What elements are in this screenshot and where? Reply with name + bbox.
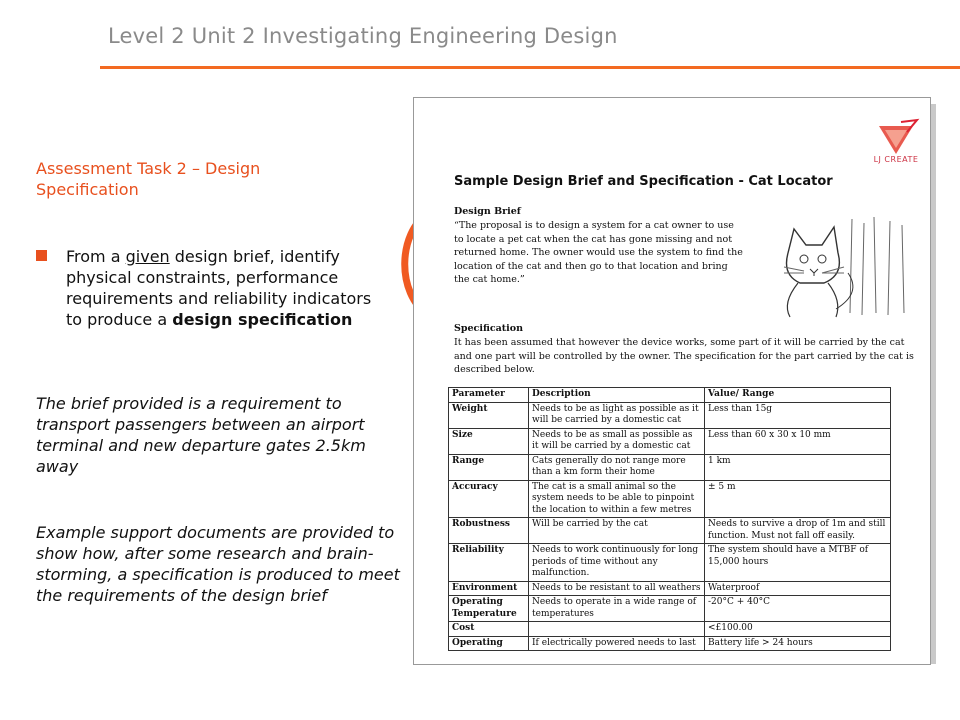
table-cell-param: Size: [449, 428, 529, 454]
lj-create-logo-icon: [871, 118, 921, 158]
table-header-row: [449, 388, 891, 403]
table-cell-desc: Needs to be as light as possible as it will be carried by a domestic cat: [529, 402, 705, 428]
table-cell-value: -20°C + 40°C: [705, 596, 891, 622]
table-cell-param: Reliability: [449, 544, 529, 582]
table-cell-desc: Cats generally do not range more than a km form their home: [529, 454, 705, 480]
table-cell-desc: Needs to work continuously for long periods of time without any malfunction.: [529, 544, 705, 582]
table-cell-desc: [529, 622, 705, 637]
table-cell-value: Less than 15g: [705, 402, 891, 428]
table-row: [449, 544, 891, 582]
brief-heading: Design Brief: [454, 206, 521, 217]
table-cell-param: Robustness: [449, 518, 529, 544]
slide-title: Level 2 Unit 2 Investigating Engineering Design: [108, 24, 618, 48]
brief-paragraph: The brief provided is a requirement to transport passengers between an airport terminal and new departure gates 2.5km away: [36, 394, 366, 476]
table-cell-value: Battery life > 24 hours: [705, 636, 891, 651]
header-description: Description: [529, 388, 705, 403]
table-row: [449, 402, 891, 428]
table-cell-value: Less than 60 x 30 x 10 mm: [705, 428, 891, 454]
table-row: [449, 454, 891, 480]
table-cell-desc: Needs to be resistant to all weathers: [529, 581, 705, 596]
title-rule: [100, 66, 960, 69]
table-cell-value: Needs to survive a drop of 1m and still function. Must not fall off easily.: [705, 518, 891, 544]
table-cell-param: Accuracy: [449, 480, 529, 518]
table-cell-param: Operating Temperature: [449, 596, 529, 622]
table-row: [449, 596, 891, 622]
table-cell-param: Environment: [449, 581, 529, 596]
cat-sketch-icon: [752, 213, 914, 318]
table-row: [449, 480, 891, 518]
table-cell-value: The system should have a MTBF of 15,000 hours: [705, 544, 891, 582]
spec-heading: Specification: [454, 323, 524, 334]
brief-text: “The proposal is to design a system for a cat owner to use to locate a pet cat when the cat has gone missing and not returned home. The owner would use the system to find the location of the cat and then go to that location and bring the cat home.”: [454, 220, 743, 285]
bullet-item: [36, 246, 386, 330]
table-cell-value: <£100.00: [705, 622, 891, 637]
table-row: [449, 622, 891, 637]
logo-text: LJ CREATE: [873, 155, 919, 164]
table-cell-desc: Needs to operate in a wide range of temperatures: [529, 596, 705, 622]
table-cell-param: Range: [449, 454, 529, 480]
table-row: [449, 518, 891, 544]
square-bullet-icon: [36, 250, 47, 261]
table-cell-desc: If electrically powered needs to last: [529, 636, 705, 651]
table-row: [449, 581, 891, 596]
table-cell-desc: Needs to be as small as possible as it will be carried by a domestic cat: [529, 428, 705, 454]
table-cell-value: 1 km: [705, 454, 891, 480]
table-cell-param: Cost: [449, 622, 529, 637]
header-value-range: Value/ Range: [705, 388, 891, 403]
document-image: [413, 97, 931, 665]
support-paragraph: Example support documents are provided to show how, after some research and brain-storming, a specification is produced to meet the requirements of the design brief: [36, 523, 400, 605]
table-cell-param: Operating: [449, 636, 529, 651]
table-cell-value: ± 5 m: [705, 480, 891, 518]
task-heading: Assessment Task 2 – Design Specification: [36, 159, 261, 199]
table-cell-desc: Will be carried by the cat: [529, 518, 705, 544]
table-cell-param: Weight: [449, 402, 529, 428]
table-cell-value: Waterproof: [705, 581, 891, 596]
table-row: [449, 428, 891, 454]
document-title: Sample Design Brief and Specification - Cat Locator: [454, 174, 833, 189]
spec-text: It has been assumed that however the device works, some part of it will be carried by the cat and one part will be controlled by the owner. The specification for the part carried by the cat is described below.: [454, 337, 914, 375]
header-parameter: Parameter: [449, 388, 529, 403]
spec-table: [448, 387, 891, 651]
table-row: [449, 636, 891, 651]
table-cell-desc: The cat is a small animal so the system needs to be able to pinpoint the location to within a few metres: [529, 480, 705, 518]
bullet-text: From a given design brief, identify physical constraints, performance requirements and reliability indicators to produce a design specification: [66, 247, 372, 329]
